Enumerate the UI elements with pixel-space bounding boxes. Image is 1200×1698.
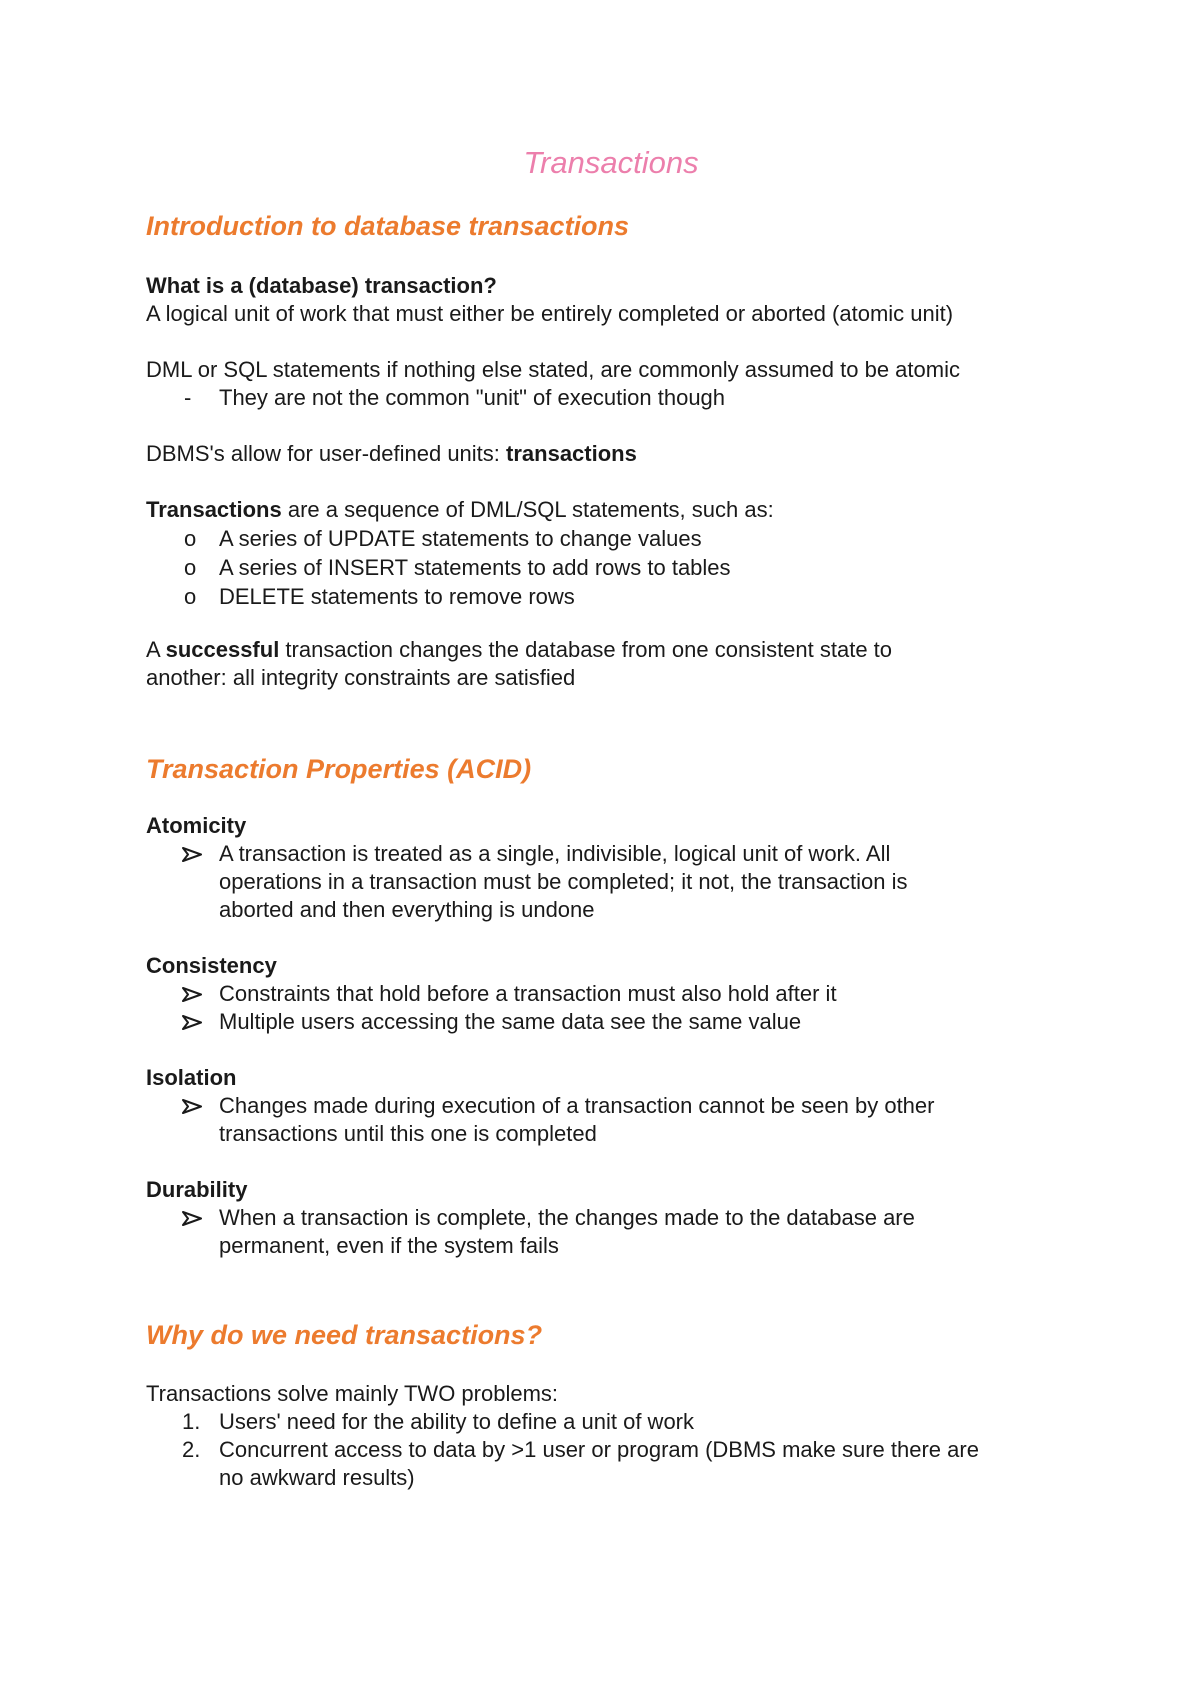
successful-rest: transaction changes the database from one consistent state to [279, 637, 893, 662]
list-item [146, 1408, 1076, 1436]
question-text: What is a (database) transaction? [146, 273, 497, 298]
why-block [146, 1380, 1076, 1492]
list-item [146, 554, 1076, 582]
list-item-text: permanent, even if the system fails [219, 1233, 559, 1258]
list-item-text: no awkward results) [219, 1465, 415, 1490]
durability-label: Durability [146, 1177, 248, 1202]
list-item [146, 1436, 1076, 1492]
arrow-bullet-icon [182, 847, 202, 862]
list-item [146, 1008, 1076, 1036]
list-number: 1. [182, 1409, 201, 1434]
list-item-text: A series of UPDATE statements to change values [219, 526, 702, 551]
successful-block [146, 636, 1076, 692]
dbms-text [146, 440, 1076, 468]
dbms-text-bold: transactions [506, 441, 637, 466]
arrow-bullet-icon [182, 1015, 202, 1030]
isolation-block [146, 1064, 1076, 1148]
dml-text: DML or SQL statements if nothing else stated, are commonly assumed to be atomic [146, 357, 960, 382]
list-item [146, 525, 1076, 553]
list-item-text: Multiple users accessing the same data see the same value [219, 1009, 802, 1034]
arrow-bullet-icon [182, 1211, 202, 1226]
page-title: Transactions [523, 145, 699, 180]
list-item-text: A transaction is treated as a single, indivisible, logical unit of work. All [219, 841, 891, 866]
list-item-text: They are not the common "unit" of execution though [219, 385, 726, 410]
transactions-bold: Transactions [146, 497, 282, 522]
durability-block [146, 1176, 1076, 1260]
list-item [146, 1204, 1076, 1260]
dbms-block [146, 440, 1076, 468]
successful-bold: successful [165, 637, 280, 662]
dml-block [146, 356, 1076, 412]
list-item [146, 840, 1076, 924]
successful-text-line2: another: all integrity constraints are satisfied [146, 665, 576, 690]
list-item-text: Constraints that hold before a transaction must also hold after it [219, 981, 837, 1006]
list-item [146, 1092, 1076, 1148]
answer-text: A logical unit of work that must either be entirely completed or aborted (atomic unit) [146, 301, 954, 326]
transactions-rest: are a sequence of DML/SQL statements, such as: [281, 497, 774, 522]
atomicity-block [146, 812, 1076, 924]
arrow-bullet-icon [182, 1099, 202, 1114]
list-number: 2. [182, 1437, 201, 1462]
why-intro: Transactions solve mainly TWO problems: [146, 1381, 559, 1406]
successful-prefix: A [146, 637, 166, 662]
circle-bullet: o [184, 584, 197, 609]
list-item-text: A series of INSERT statements to add rows to tables [219, 555, 731, 580]
list-item-text: Users' need for the ability to define a unit of work [219, 1409, 695, 1434]
list-item-text: transactions until this one is completed [219, 1121, 597, 1146]
arrow-bullet-icon [182, 987, 202, 1002]
heading-introduction: Introduction to database transactions [146, 211, 630, 241]
transactions-text [146, 496, 1076, 524]
successful-text [146, 636, 1076, 664]
list-item-text: DELETE statements to remove rows [219, 584, 575, 609]
isolation-label: Isolation [146, 1065, 237, 1090]
list-item-text: Concurrent access to data by >1 user or program (DBMS make sure there are [219, 1437, 979, 1462]
circle-bullet: o [184, 526, 197, 551]
consistency-label: Consistency [146, 953, 277, 978]
dbms-text-prefix: DBMS's allow for user-defined units: [146, 441, 507, 466]
list-item-text: Changes made during execution of a transaction cannot be seen by other [219, 1093, 935, 1118]
heading-why: Why do we need transactions? [146, 1320, 543, 1350]
transactions-block [146, 496, 1076, 611]
dash-bullet: - [184, 385, 192, 410]
atomicity-label: Atomicity [146, 813, 247, 838]
list-item [146, 980, 1076, 1008]
definition-block [146, 272, 1076, 328]
circle-bullet: o [184, 555, 197, 580]
heading-acid: Transaction Properties (ACID) [146, 754, 532, 784]
list-item [146, 583, 1076, 611]
list-item-text: aborted and then everything is undone [219, 897, 595, 922]
list-item-text: operations in a transaction must be completed; it not, the transaction is [219, 869, 908, 894]
consistency-block [146, 952, 1076, 1036]
list-item-text: When a transaction is complete, the changes made to the database are [219, 1205, 915, 1230]
list-item [146, 384, 1076, 412]
